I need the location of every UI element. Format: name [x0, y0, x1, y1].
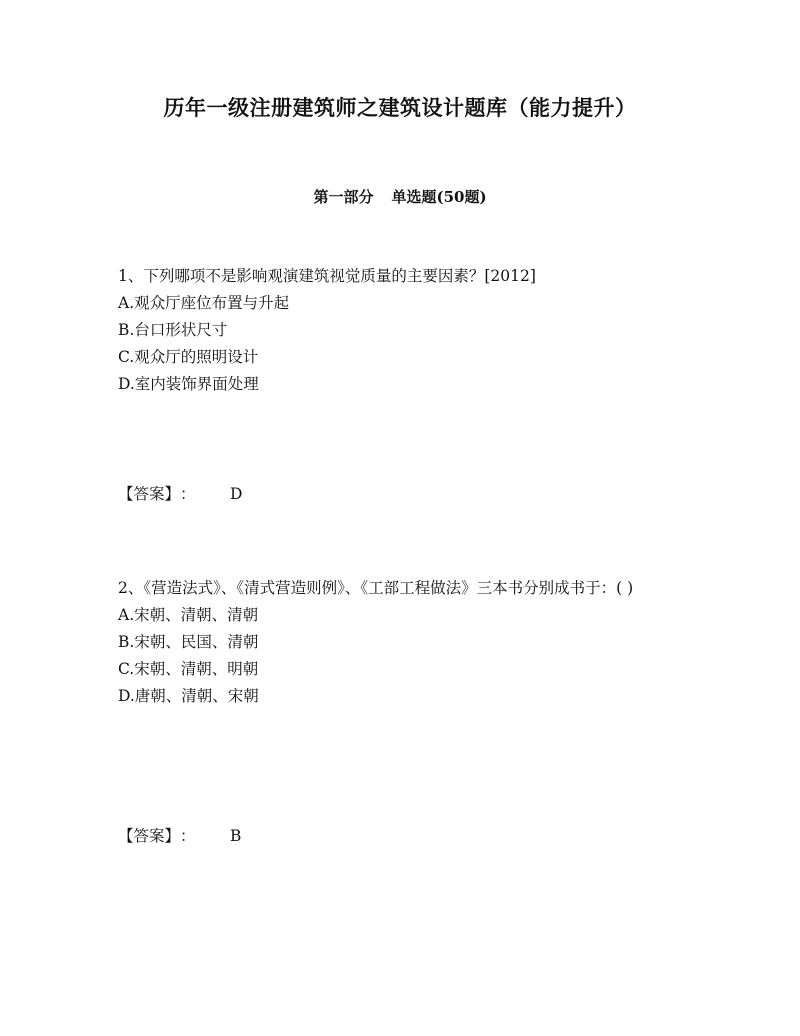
answer-label: 【答案】	[118, 827, 181, 845]
answer-label: 【答案】	[118, 485, 181, 503]
option-c: C.宋朝、清朝、明朝	[118, 660, 259, 678]
option-d: D.室内装饰界面处理	[118, 375, 259, 393]
option-a: A.宋朝、清朝、清朝	[118, 606, 259, 624]
answer-1	[118, 481, 242, 508]
question-1	[118, 263, 688, 398]
answer-value: B	[230, 827, 242, 845]
option-b: B.台口形状尺寸	[118, 321, 228, 339]
option-c: C.观众厅的照明设计	[118, 348, 259, 366]
section-part: 第一部分	[313, 188, 374, 206]
question-2	[118, 575, 688, 710]
answer-2	[118, 823, 241, 850]
option-b: B.宋朝、民国、清朝	[118, 633, 259, 651]
answer-separator: ：	[180, 827, 196, 845]
answer-value: D	[230, 485, 243, 503]
document-title: 历年一级注册建筑师之建筑设计题库（能力提升）	[163, 95, 637, 120]
section-name: 单选题(50题)	[391, 188, 487, 206]
section-heading	[0, 186, 800, 207]
question-stem: 1、下列哪项不是影响观演建筑视觉质量的主要因素？[2012]	[118, 267, 536, 285]
option-d: D.唐朝、清朝、宋朝	[118, 687, 259, 705]
question-stem: 2、《营造法式》、《清式营造则例》、《工部工程做法》三本书分别成书于：( )	[118, 579, 634, 597]
option-a: A.观众厅座位布置与升起	[118, 294, 290, 312]
answer-separator: ：	[180, 485, 196, 503]
